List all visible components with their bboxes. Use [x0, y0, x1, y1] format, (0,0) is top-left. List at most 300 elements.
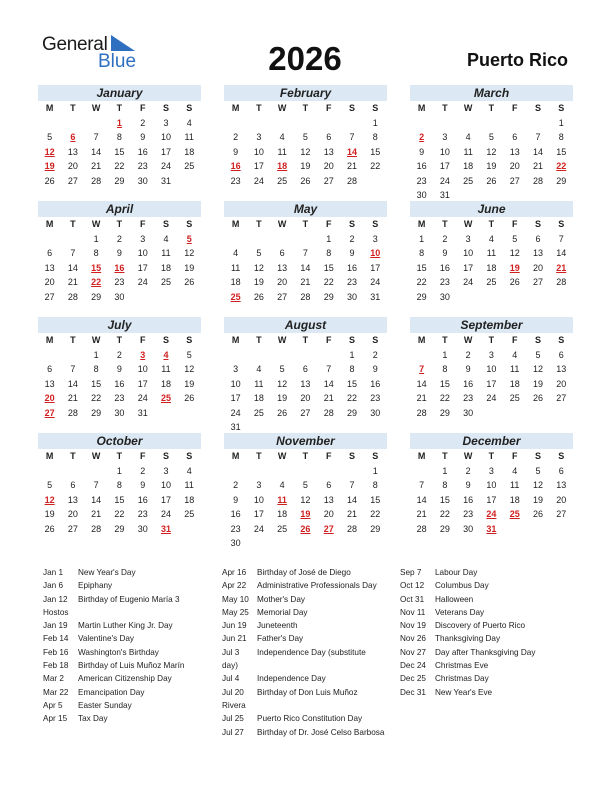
day-cell: 1 [116, 117, 122, 128]
holiday-date: Jul 27 [222, 727, 244, 737]
day-cell [271, 536, 294, 551]
day-cell [61, 116, 84, 131]
week-row [38, 232, 201, 247]
weekday-label: M [231, 219, 240, 229]
day-cell: 7 [419, 364, 425, 374]
day-cell: 9 [233, 146, 239, 157]
weekday-header [410, 217, 573, 232]
day-cell: 25 [277, 175, 288, 186]
holiday-item [43, 646, 199, 659]
day-cell: 6 [326, 480, 332, 490]
day-cell [433, 116, 456, 131]
holiday-item [222, 566, 392, 579]
day-cell: 18 [160, 262, 171, 273]
day-cell: 8 [116, 132, 122, 142]
month-title: June [410, 201, 573, 217]
holiday-item [43, 632, 199, 645]
holiday-item [43, 686, 199, 699]
day-cell: 27 [67, 523, 78, 534]
day-cell: 11 [254, 378, 264, 389]
day-cell [340, 116, 363, 131]
month-title: May [224, 201, 387, 217]
day-cell: 15 [114, 494, 125, 505]
day-cell: 11 [184, 132, 194, 142]
weekday-label: T [256, 219, 262, 229]
day-cell: 11 [277, 494, 287, 505]
day-cell [271, 116, 294, 131]
holiday-date: Oct 12 [400, 581, 425, 591]
holiday-name: Juneteenth [257, 621, 298, 631]
day-cell: 14 [346, 494, 357, 505]
weekday-label: T [442, 335, 448, 345]
month-title: March [410, 85, 573, 101]
day-cell: 17 [253, 509, 264, 519]
day-cell: 8 [93, 364, 99, 374]
day-cell: 24 [230, 407, 241, 418]
day-cell: 8 [558, 132, 564, 142]
day-cell [224, 232, 247, 247]
day-cell [271, 464, 294, 479]
day-cell: 13 [556, 364, 567, 374]
day-cell: 22 [439, 393, 450, 403]
week-row [38, 159, 201, 174]
day-cell: 11 [230, 262, 241, 273]
week-row [410, 261, 573, 276]
weekday-label: F [325, 103, 332, 113]
day-cell [247, 116, 270, 131]
week-row [410, 130, 573, 145]
day-cell: 19 [44, 161, 55, 171]
day-cell: 14 [91, 494, 102, 505]
week-row [224, 493, 387, 508]
weekday-label: S [534, 219, 541, 229]
holiday-name: Easter Sunday [78, 700, 132, 710]
holiday-name: Birthday of José de Diego [257, 568, 351, 577]
day-cell: 5 [186, 349, 192, 360]
weekday-label: T [488, 219, 495, 229]
day-cell: 21 [416, 393, 427, 403]
holiday-list-column-2 [222, 566, 392, 739]
day-cell: 14 [532, 146, 543, 157]
day-cell: 27 [323, 175, 334, 186]
day-cell: 8 [93, 248, 99, 258]
weekday-label: S [162, 335, 169, 345]
day-cell [178, 174, 201, 189]
day-cell [364, 536, 387, 551]
month-title: July [38, 317, 201, 333]
week-row [410, 116, 573, 131]
day-cell: 1 [372, 117, 378, 128]
day-cell: 5 [186, 233, 192, 244]
weekday-label: S [348, 451, 355, 461]
weekday-header [224, 449, 387, 464]
day-cell: 6 [512, 132, 518, 142]
day-cell: 26 [44, 175, 55, 186]
weekday-label: F [511, 219, 518, 229]
day-cell [38, 232, 61, 247]
day-cell: 2 [140, 117, 146, 128]
day-cell: 31 [160, 175, 171, 186]
holiday-name: Birthday of Eugenio María 3 [78, 594, 180, 604]
week-row [38, 174, 201, 189]
day-cell: 4 [488, 233, 494, 244]
generalblue-logo [42, 34, 142, 74]
day-cell: 16 [439, 262, 450, 273]
day-cell: 31 [486, 523, 497, 534]
day-cell: 30 [439, 291, 450, 302]
weekday-label: W [277, 451, 287, 461]
day-cell: 21 [556, 262, 567, 273]
weekday-label: T [70, 103, 76, 113]
day-cell: 21 [67, 393, 78, 403]
month-october [38, 433, 201, 536]
country-title: Puerto Rico [466, 50, 568, 70]
day-cell: 8 [372, 132, 378, 142]
day-cell: 20 [277, 277, 288, 287]
weekday-label: S [558, 103, 565, 113]
holiday-item [222, 646, 392, 659]
holiday-name: Puerto Rico Constitution Day [257, 714, 363, 724]
day-cell: 19 [44, 509, 55, 519]
weekday-header [410, 101, 573, 116]
day-cell: 11 [463, 146, 473, 157]
week-row [410, 159, 573, 174]
day-cell: 4 [465, 132, 471, 142]
day-cell [271, 348, 294, 363]
day-cell: 11 [161, 248, 171, 258]
holiday-date: Jul 3 [222, 647, 240, 657]
day-cell: 23 [346, 277, 357, 287]
weekday-label: S [372, 451, 379, 461]
weekday-label: W [463, 103, 473, 113]
holiday-item [400, 566, 572, 579]
holiday-item [400, 659, 572, 672]
day-cell: 20 [300, 393, 311, 403]
day-cell [178, 290, 201, 305]
holiday-item [222, 632, 392, 645]
week-row [224, 290, 387, 305]
holiday-name: Martin Luther King Jr. Day [78, 621, 173, 631]
weekday-label: M [417, 451, 426, 461]
day-cell: 26 [253, 291, 264, 302]
day-cell [224, 348, 247, 363]
week-row [410, 232, 573, 247]
week-row [224, 536, 387, 551]
day-cell: 6 [558, 465, 564, 476]
week-row [224, 377, 387, 392]
day-cell: 21 [67, 277, 78, 287]
day-cell: 20 [323, 509, 334, 519]
day-cell: 9 [465, 364, 471, 374]
day-cell: 16 [230, 509, 241, 519]
day-cell [178, 522, 201, 537]
day-cell: 19 [184, 262, 195, 273]
day-cell: 15 [91, 378, 102, 389]
day-cell: 28 [91, 175, 102, 186]
day-cell: 9 [140, 480, 146, 490]
day-cell [61, 348, 84, 363]
day-cell: 13 [67, 146, 78, 157]
week-row [38, 145, 201, 160]
day-cell: 15 [114, 146, 125, 157]
day-cell: 16 [416, 161, 427, 171]
day-cell: 23 [439, 277, 450, 287]
day-cell: 29 [370, 523, 381, 534]
month-title: February [224, 85, 387, 101]
day-cell: 22 [416, 277, 427, 287]
month-may [224, 201, 387, 304]
day-cell [247, 536, 270, 551]
day-cell: 14 [300, 262, 311, 273]
day-cell [457, 116, 480, 131]
day-cell: 25 [486, 277, 497, 287]
day-cell: 7 [419, 480, 425, 490]
day-cell: 14 [67, 378, 78, 389]
week-row [410, 145, 573, 160]
holiday-date: Jan 19 [43, 621, 68, 631]
day-cell: 19 [509, 262, 520, 273]
day-cell: 10 [160, 132, 171, 142]
day-cell: 13 [323, 146, 334, 157]
holiday-item [400, 646, 572, 659]
day-cell: 3 [488, 349, 494, 360]
day-cell [317, 464, 340, 479]
day-cell [503, 522, 526, 537]
day-cell [247, 348, 270, 363]
day-cell: 26 [509, 277, 520, 287]
weekday-label: S [348, 335, 355, 345]
holiday-date: Jan 12 [43, 594, 68, 604]
day-cell: 27 [300, 407, 311, 418]
weekday-label: S [558, 335, 565, 345]
day-cell [38, 348, 61, 363]
holiday-date: Mar 22 [43, 687, 69, 697]
week-row [410, 246, 573, 261]
weekday-label: F [511, 103, 518, 113]
weekday-label: M [231, 335, 240, 345]
holiday-date: Apr 15 [43, 714, 68, 724]
day-cell: 25 [463, 175, 474, 186]
week-row [38, 261, 201, 276]
day-cell: 7 [93, 132, 99, 142]
day-cell: 17 [253, 161, 264, 171]
holiday-date: Dec 24 [400, 661, 426, 671]
day-cell: 24 [253, 175, 264, 186]
day-cell: 1 [442, 349, 448, 360]
day-cell [410, 464, 433, 479]
day-cell: 21 [323, 393, 334, 403]
day-cell [526, 522, 549, 537]
day-cell: 15 [556, 146, 567, 157]
holiday-item [43, 712, 199, 725]
day-cell: 1 [419, 233, 425, 244]
holiday-item [222, 712, 392, 725]
month-title: November [224, 433, 387, 449]
day-cell: 28 [323, 407, 334, 418]
day-cell: 25 [184, 509, 195, 519]
day-cell: 25 [253, 407, 264, 418]
weekday-label: T [116, 103, 123, 113]
day-cell: 8 [442, 480, 448, 490]
holiday-date: Nov 19 [400, 621, 426, 631]
holiday-date: day) [222, 661, 238, 671]
day-cell: 17 [370, 262, 381, 273]
weekday-label: F [325, 451, 332, 461]
day-cell: 28 [416, 523, 427, 534]
weekday-label: T [302, 103, 309, 113]
day-cell: 8 [326, 248, 332, 258]
day-cell: 15 [370, 146, 381, 157]
holiday-name: Memorial Day [257, 607, 308, 617]
holiday-item [400, 672, 572, 685]
holiday-name: Halloween [435, 594, 474, 604]
day-cell: 9 [140, 132, 146, 142]
weekday-label: W [463, 451, 473, 461]
week-row [410, 362, 573, 377]
day-cell: 9 [116, 248, 122, 258]
holiday-date: Sep 7 [400, 568, 422, 577]
day-cell: 8 [372, 480, 378, 490]
day-cell: 23 [114, 393, 125, 403]
weekday-label: T [442, 103, 448, 113]
day-cell: 1 [442, 465, 448, 476]
day-cell: 10 [137, 248, 148, 258]
month-title: September [410, 317, 573, 333]
holiday-item [43, 699, 199, 712]
day-cell: 20 [44, 393, 55, 403]
holiday-name: Christmas Eve [435, 661, 489, 671]
week-row [38, 348, 201, 363]
day-cell: 2 [465, 465, 471, 476]
day-cell: 26 [300, 523, 311, 534]
weekday-label: M [45, 451, 54, 461]
holiday-item [43, 606, 199, 619]
day-cell: 14 [416, 378, 427, 389]
day-cell: 1 [349, 349, 355, 360]
day-cell: 16 [114, 378, 125, 389]
holiday-name: Christmas Day [435, 674, 489, 684]
week-row [38, 406, 201, 421]
day-cell [61, 232, 84, 247]
day-cell: 13 [300, 378, 311, 389]
day-cell: 26 [184, 277, 195, 287]
day-cell: 16 [463, 378, 474, 389]
day-cell: 6 [47, 364, 53, 374]
day-cell [410, 348, 433, 363]
day-cell [317, 116, 340, 131]
week-row [410, 522, 573, 537]
day-cell: 16 [137, 494, 148, 505]
week-row [410, 493, 573, 508]
day-cell: 7 [535, 132, 541, 142]
day-cell: 8 [116, 480, 122, 490]
weekday-header [224, 101, 387, 116]
day-cell: 9 [349, 248, 355, 258]
day-cell: 17 [230, 393, 241, 403]
day-cell: 4 [186, 117, 192, 128]
day-cell: 28 [67, 291, 78, 302]
weekday-label: W [277, 219, 287, 229]
day-cell: 20 [323, 161, 334, 171]
month-december [410, 433, 573, 536]
day-cell: 19 [486, 161, 497, 171]
week-row [224, 116, 387, 131]
day-cell: 23 [137, 161, 148, 171]
day-cell: 13 [277, 262, 288, 273]
day-cell: 24 [439, 175, 450, 186]
day-cell: 25 [509, 393, 520, 403]
holiday-item [400, 619, 572, 632]
day-cell: 24 [137, 277, 148, 287]
day-cell: 24 [137, 393, 148, 403]
day-cell: 12 [277, 378, 288, 389]
day-cell: 7 [349, 132, 355, 142]
week-row [224, 145, 387, 160]
day-cell: 14 [91, 146, 102, 157]
day-cell: 14 [416, 494, 427, 505]
logo-text-general: General [42, 34, 108, 55]
day-cell: 24 [253, 523, 264, 534]
holiday-date: May 10 [222, 594, 249, 604]
day-cell [526, 406, 549, 421]
week-row [224, 406, 387, 421]
day-cell: 10 [439, 146, 450, 157]
day-cell: 3 [140, 349, 146, 360]
day-cell: 17 [486, 494, 497, 505]
weekday-label: S [558, 219, 565, 229]
holiday-name [246, 699, 392, 712]
weekday-label: T [488, 335, 495, 345]
weekday-label: M [417, 219, 426, 229]
day-cell: 7 [302, 248, 308, 258]
day-cell: 10 [486, 364, 497, 374]
weekday-label: T [256, 451, 262, 461]
day-cell: 4 [256, 364, 262, 374]
day-cell: 1 [326, 233, 332, 244]
day-cell [480, 290, 503, 305]
day-cell: 13 [556, 480, 567, 490]
day-cell: 12 [253, 262, 264, 273]
day-cell: 23 [230, 523, 241, 534]
logo-triangle-icon [111, 35, 135, 51]
day-cell: 27 [67, 175, 78, 186]
weekday-label: F [139, 335, 146, 345]
weekday-label: F [325, 219, 332, 229]
weekday-label: S [162, 219, 169, 229]
day-cell [503, 290, 526, 305]
week-row [38, 116, 201, 131]
day-cell: 16 [370, 378, 381, 389]
day-cell: 28 [532, 175, 543, 186]
day-cell: 3 [488, 465, 494, 476]
day-cell: 1 [116, 465, 122, 476]
day-cell: 19 [184, 378, 195, 389]
day-cell: 20 [532, 262, 543, 273]
week-row [38, 362, 201, 377]
weekday-label: S [186, 219, 193, 229]
week-row [224, 246, 387, 261]
holiday-item [43, 593, 199, 606]
day-cell: 20 [509, 161, 520, 171]
week-row [410, 507, 573, 522]
holiday-name: New Year's Day [78, 568, 136, 577]
day-cell: 3 [256, 132, 262, 142]
day-cell [224, 464, 247, 479]
day-cell: 6 [535, 233, 541, 244]
day-cell: 30 [463, 407, 474, 418]
day-cell: 9 [419, 146, 425, 157]
holiday-date: Jul 25 [222, 714, 244, 724]
